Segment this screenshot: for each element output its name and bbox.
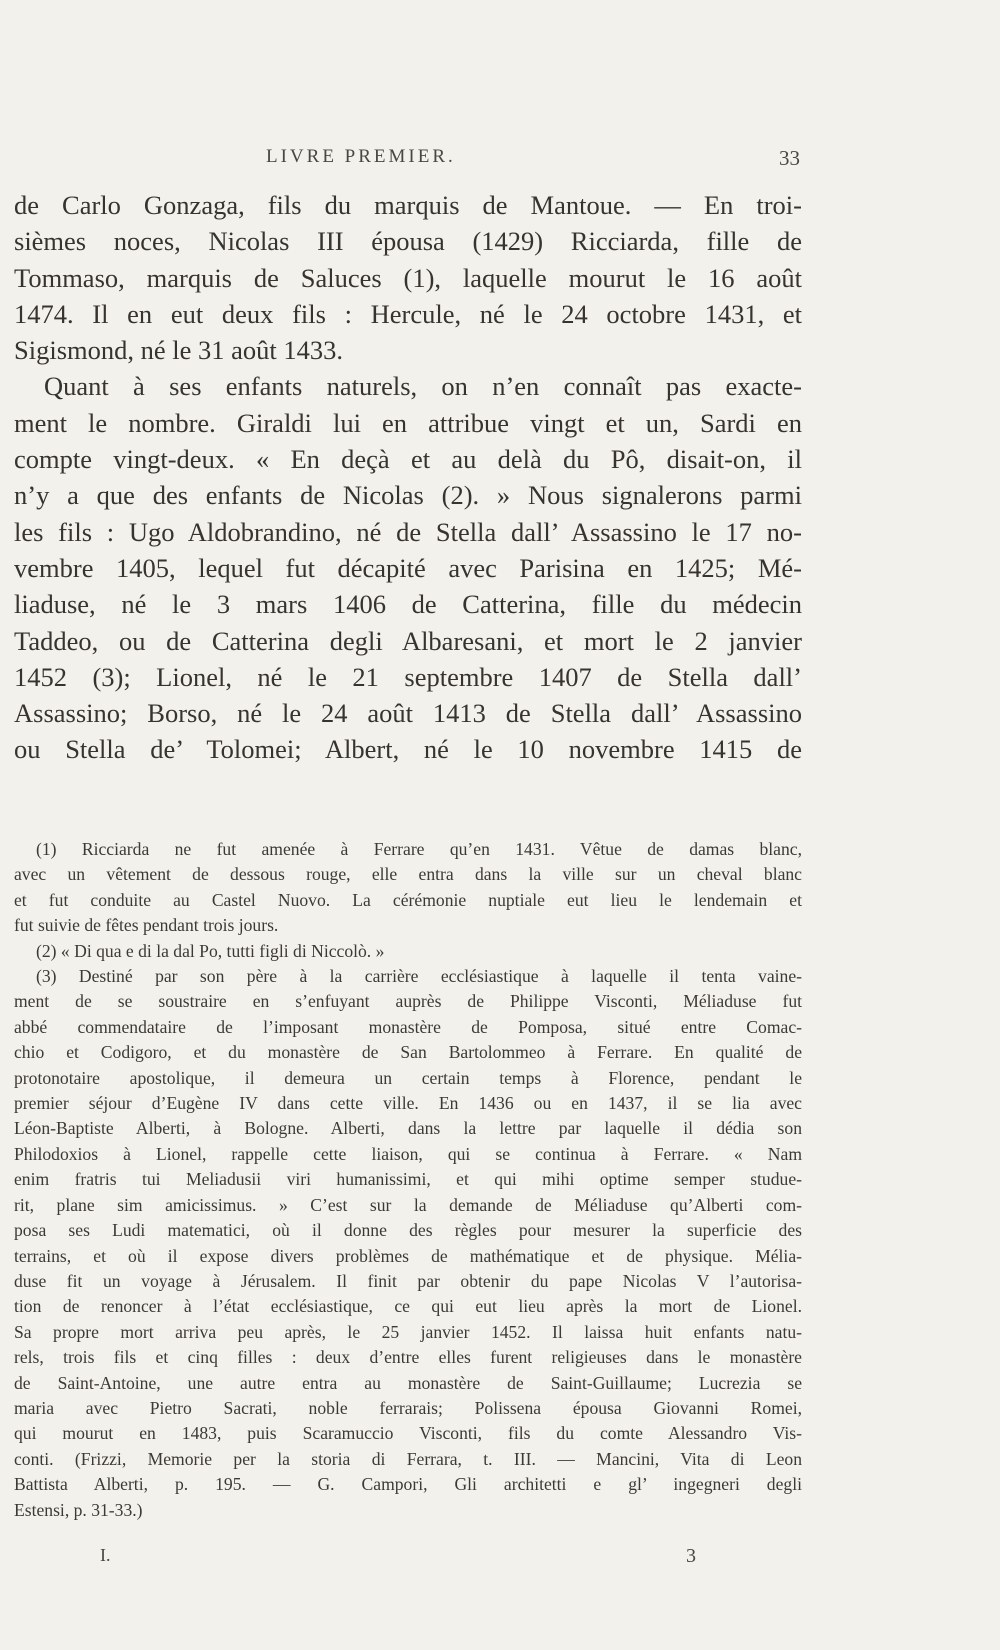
footnotes (14, 837, 802, 1523)
page-number: 33 (779, 146, 800, 170)
text-line: les fils : Ugo Aldobrandino, né de Stella dall’ Assassino le 17 no- (14, 516, 802, 547)
text-line: 1474. Il en eut deux fils : Hercule, né le 24 octobre 1431, et (14, 298, 802, 329)
footnote-line: enim fratris tui Meliadusii viri humanissimi, et qui mihi optime semper studue- (14, 1169, 802, 1190)
text-line: 1452 (3); Lionel, né le 21 septembre 1407 de Stella dall’ (14, 661, 802, 692)
footnote-line: ment de se soustraire en s’enfuyant auprès de Philippe Visconti, Méliaduse fut (14, 991, 802, 1012)
text-line: liaduse, né le 3 mars 1406 de Catterina, fille du médecin (14, 589, 802, 620)
text-line: vembre 1405, lequel fut décapité avec Parisina en 1425; Mé- (14, 552, 802, 583)
text-line: de Carlo Gonzaga, fils du marquis de Mantoue. — En troi- (14, 190, 802, 220)
footnote-line: Sa propre mort arriva peu après, le 25 janvier 1452. Il laissa huit enfants natu- (14, 1321, 802, 1342)
text-line: compte vingt-deux. « En deçà et au delà du Pô, disait-on, il (14, 444, 802, 475)
running-head (0, 146, 1000, 176)
text-line: ou Stella de’ Tolomei; Albert, né le 10 novembre 1415 de (14, 734, 802, 765)
footnote-line: protonotaire apostolique, il demeura un certain temps à Florence, pendant le (14, 1067, 802, 1088)
text-line: Tommaso, marquis de Saluces (1), laquelle mourut le 16 août (14, 262, 802, 293)
footnote-line: (3) Destiné par son père à la carrière ecclésiastique à laquelle il tenta vaine- (36, 966, 802, 987)
footnote-line: (2) « Di qua e di la dal Po, tutti figli di Niccolò. » (36, 940, 385, 961)
footnote-line: avec un vêtement de dessous rouge, elle entra dans la ville sur un cheval blanc (14, 864, 802, 885)
text-line: ment le nombre. Giraldi lui en attribue vingt et un, Sardi en (14, 407, 802, 438)
footnote-line: duse fit un voyage à Jérusalem. Il finit par obtenir du pape Nicolas V l’autorisa- (14, 1270, 802, 1291)
footnote-line: et fut conduite au Castel Nuovo. La cérémonie nuptiale eut lieu le lendemain et (14, 889, 802, 910)
text-line: Taddeo, ou de Catterina degli Albaresani, et mort le 2 janvier (14, 625, 802, 656)
footnote-line: abbé commendataire de l’imposant monastère de Pomposa, situé entre Comac- (14, 1016, 802, 1037)
footnote-line: chio et Codigoro, et du monastère de San Bartolommeo à Ferrare. En qualité de (14, 1042, 802, 1063)
signature-mark: I. (100, 1545, 111, 1565)
text-line: n’y a que des enfants de Nicolas (2). » Nous signalerons parmi (14, 480, 802, 511)
footnote-line: Estensi, p. 31-33.) (14, 1499, 143, 1520)
sheet-number: 3 (686, 1545, 696, 1567)
footnote-line: Léon-Baptiste Alberti, à Bologne. Alberti, dans la lettre par laquelle il dédia son (14, 1118, 802, 1139)
footnote-line: de Saint-Antoine, une autre entra au monastère de Saint-Guillaume; Lucrezia se (14, 1372, 802, 1393)
footnote-line: fut suivie de fêtes pendant trois jours. (14, 915, 279, 936)
running-title: LIVRE PREMIER. (266, 146, 456, 167)
footnote-line: (1) Ricciarda ne fut amenée à Ferrare qu’en 1431. Vêtue de damas blanc, (36, 839, 802, 859)
footnote-line: posa ses Ludi matematici, où il donne des règles pour mesurer la superficie des (14, 1220, 802, 1241)
footnote-line: maria avec Pietro Sacrati, noble ferrarais; Polissena épousa Giovanni Romei, (14, 1397, 802, 1418)
footnote-line: terrains, et où il expose divers problèmes de mathématique et de physique. Mélia- (14, 1245, 802, 1266)
footnote-line: qui mourut en 1483, puis Scaramuccio Visconti, fils du comte Alessandro Vis- (14, 1423, 802, 1444)
footnote-line: rit, plane sim amicissimus. » C’est sur la demande de Méliaduse qu’Alberti com- (14, 1194, 802, 1215)
footnote-line: conti. (Frizzi, Memorie per la storia di Ferrara, t. III. — Mancini, Vita di Leon (14, 1448, 802, 1469)
footnote-line: premier séjour d’Eugène IV dans cette ville. En 1436 ou en 1437, il se lia avec (14, 1093, 802, 1114)
text-line: Quant à ses enfants naturels, on n’en connaît pas exacte- (44, 371, 802, 402)
text-line: sièmes noces, Nicolas III épousa (1429) Ricciarda, fille de (14, 226, 802, 257)
text-line: Assassino; Borso, né le 24 août 1413 de Stella dall’ Assassino (14, 698, 802, 729)
footnote-line: Philodoxios à Lionel, rappelle cette liaison, qui se continua à Ferrare. « Nam (14, 1143, 802, 1164)
footnote-line: tion de renoncer à l’état ecclésiastique, ce qui eut lieu après la mort de Lionel. (14, 1296, 802, 1317)
footnote-line: rels, trois fils et cinq filles : deux d’entre elles furent religieuses dans le monastère (14, 1347, 802, 1368)
main-text (14, 187, 802, 768)
footnote-line: Battista Alberti, p. 195. — G. Campori, Gli architetti e gl’ ingegneri degli (14, 1474, 802, 1495)
text-line: Sigismond, né le 31 août 1433. (14, 335, 344, 366)
